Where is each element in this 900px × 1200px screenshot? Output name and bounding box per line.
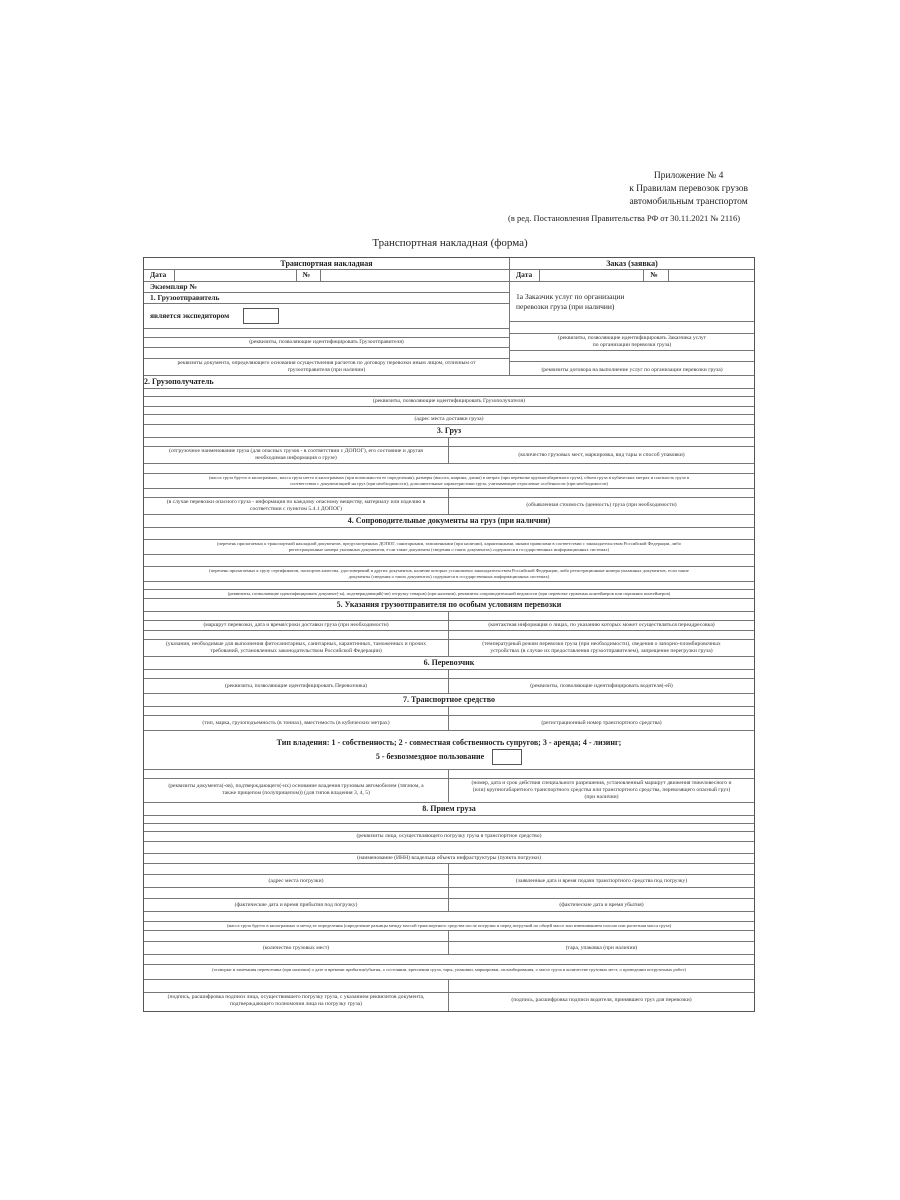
loader-field-2[interactable] xyxy=(144,824,754,832)
declared-value-field[interactable] xyxy=(449,489,754,497)
loader-signature-caption xyxy=(144,993,449,1011)
load-address-fields-row xyxy=(144,864,754,875)
accompanying-docs-caption-2: регистрационные номера указанных документов, если такие документы (сведения о таких документах) содержатся в государственных информационных системах) xyxy=(288,547,610,552)
appendix-header xyxy=(629,170,748,209)
permit-field[interactable] xyxy=(449,770,754,778)
certificates-caption-1: (перечень прилагаемых к грузу сертификатов, паспортов качества, удостоверений и других документов, наличие которых установлено законодательством Российской Федерации, либо регистрационные номера указанных документов, если такие xyxy=(209,568,689,573)
order-date-label: Дата xyxy=(510,270,541,281)
appendix-number: Приложение № 4 xyxy=(653,171,724,181)
certificates-field[interactable] xyxy=(144,555,754,567)
load-address-caption-row xyxy=(144,875,754,888)
tare-caption: (тара, упаковка (при наличии) xyxy=(565,945,638,951)
signature-caption-row xyxy=(144,993,754,1011)
ownership-type-box[interactable] xyxy=(492,749,522,765)
permit-caption-2: (или) крупногабаритного транспортного средства или транспортного средства, перевозящего опасный груз) xyxy=(472,787,731,793)
section-6-title: 6. Перевозчик xyxy=(144,657,754,670)
appendix-transport: автомобильным транспортом xyxy=(629,197,748,207)
vehicle-caption-row xyxy=(144,716,754,731)
ownership-types: Тип владения: 1 - собственность; 2 - совместная собственность супругов; 3 - аренда; 4 - лизинг; xyxy=(276,738,622,747)
payment-doc-caption-1: реквизиты документа, определяющего основания осуществления расчетов по договору перевозки иным лицом, отличным от xyxy=(177,360,476,366)
loader-field[interactable] xyxy=(144,816,754,824)
accompanying-docs-caption xyxy=(144,540,754,555)
certificates-caption xyxy=(144,567,754,582)
ownership-docs-caption-2: также прицепом (полуприцепом)) (для типов владения 3, 4, 5) xyxy=(222,790,370,796)
ownership-docs-field[interactable] xyxy=(144,770,449,778)
load-address-caption: (адрес места погрузки) xyxy=(144,875,449,887)
waybill-heading: Транспортная накладная xyxy=(144,258,510,269)
cargo-name-caption-1: (отгрузочное наименование груза (для опасных грузов - в соответствии с ДОПОГ), его состояние и другая xyxy=(169,448,423,454)
temperature-field[interactable] xyxy=(449,631,754,639)
customer-field[interactable] xyxy=(510,322,754,334)
appendix-rules: к Правилам перевозок грузов xyxy=(629,184,748,194)
forwarder-label: является экспедитором xyxy=(150,311,230,320)
number-field[interactable] xyxy=(321,270,510,281)
package-count-caption: (количество грузовых мест) xyxy=(144,942,449,954)
redirect-contact-field[interactable] xyxy=(449,612,754,620)
cargo-mass-caption-1: (масса груза брутто в килограммах, масса груза нетто в килограммах (при возможности ее определения), размеры (высота, ширина, длина) в метрах (при перевозке крупногабаритного груза), объем груза в кубических метрах и плотность груза в xyxy=(208,475,690,480)
accompanying-docs-caption-1: (перечень прилагаемых к транспортной накладной документов, предусмотренных ДОПОГ, санитарными, таможенными (при наличии), карантинными, иными правилами в соответствии с законодательством Российской Федерации, либо xyxy=(216,541,682,546)
carrier-caption-row xyxy=(144,679,754,694)
instructions-fields-row xyxy=(144,631,754,640)
arrival-plan-caption: (заявленные дата и время подачи транспортного средства под погрузку) xyxy=(515,878,688,884)
shipper-field[interactable] xyxy=(144,329,509,338)
revision-note: (в ред. Постановления Правительства РФ от 30.11.2021 № 2116) xyxy=(508,213,741,223)
delivery-address-field[interactable] xyxy=(144,407,754,415)
customer-block xyxy=(510,282,754,375)
customer-caption-2: по организации перевозки груза) xyxy=(592,342,672,348)
route-caption-row xyxy=(144,621,754,631)
section-7-title: 7. Транспортное средство xyxy=(144,694,754,707)
tare-field[interactable] xyxy=(449,931,754,941)
customer-caption-1: (реквизиты, позволяющие идентифицировать Заказчика услуг xyxy=(558,335,706,341)
order-date-field[interactable] xyxy=(540,270,644,281)
departure-fact-field[interactable] xyxy=(449,888,754,898)
arrival-caption-row xyxy=(144,899,754,912)
ownership-caption-row xyxy=(144,779,754,803)
number-label: № xyxy=(297,270,321,281)
instructions-caption xyxy=(144,640,449,656)
temperature-caption-2: устройствах (в случае их предоставления грузоотправителем), запрещение перегрузки груза) xyxy=(490,648,713,654)
section-5-title: 5. Указания грузоотправителя по особым условиям перевозки xyxy=(144,599,754,612)
forwarder-checkbox[interactable] xyxy=(243,308,279,324)
loader-signature-field[interactable] xyxy=(144,980,449,992)
cargo-mass-field[interactable] xyxy=(144,464,754,474)
temperature-caption xyxy=(449,640,754,656)
regnum-field[interactable] xyxy=(449,707,754,715)
arrival-fact-field[interactable] xyxy=(144,888,449,898)
consignee-caption: (реквизиты, позволяющие идентифицировать Грузополучателя) xyxy=(144,397,754,407)
customer-label-2: перевозки груза (при наличии) xyxy=(516,302,615,311)
ownership-row xyxy=(144,731,754,770)
dangerous-goods-caption-2: соответствии с пунктом 5.4.1 ДОПОГ) xyxy=(250,506,342,512)
packages-caption: (количество грузовых мест, маркировка, вид тары и способ упаковки) xyxy=(518,452,685,458)
dangerous-goods-caption xyxy=(144,498,449,514)
accompanying-docs-field[interactable] xyxy=(144,528,754,540)
cargo-fields-row-1 xyxy=(144,438,754,447)
shipment-docs-caption: (реквизиты, позволяющие идентифицировать документ(-ы), подтверждающий(-ие) отгрузку товаров) (при наличии), реквизиты сопроводительной ведомости (при перевозке груженых контейнеров или порожних контейнеров) xyxy=(144,590,754,599)
infra-owner-caption: (наименование (ИНН) владельца объекта инфраструктуры (пункта погрузки) xyxy=(144,854,754,864)
instructions-field[interactable] xyxy=(144,631,449,639)
regnum-caption: (регистрационный номер транспортного средства) xyxy=(541,720,662,726)
redirect-contact-caption: (контактная информация о лицах, по указанию которых может осуществляться переадресовка) xyxy=(488,622,715,628)
ownership-docs-caption xyxy=(144,779,449,802)
loader-signature-caption-1: (подпись, расшифровка подписи лица, осуществившего погрузку груза, с указанием реквизитов документа, xyxy=(167,994,425,1000)
route-field[interactable] xyxy=(144,612,449,620)
cargo-name-caption-2: необходимая информация о грузе) xyxy=(255,455,337,461)
cargo-name-caption xyxy=(144,447,449,463)
driver-signature-caption: (подпись, расшифровка подписи водителя, принявшего груз для перевозки) xyxy=(511,997,692,1003)
vehicle-caption: (тип, марка, грузоподъемность (в тоннах), вместимость (в кубических метрах) xyxy=(144,716,449,730)
section-3-title: 3. Груз xyxy=(144,425,754,438)
driver-signature-field[interactable] xyxy=(449,980,754,992)
cargo-mass-caption-2: соответствии с документацией на груз (при необходимости), дополнительные характеристики груза, учитывающие отраслевые особенности (при необходимости) xyxy=(290,481,608,486)
dangerous-goods-caption-1: (в случае перевозки опасного груза - информация по каждому опасному веществу, материалу или изделию в xyxy=(166,499,426,505)
customer-heading xyxy=(510,282,754,322)
shipper-caption: (реквизиты, позволяющие идентифицировать Грузоотправителя) xyxy=(144,338,509,348)
contract-field[interactable] xyxy=(510,351,754,362)
arrival-fields-row xyxy=(144,888,754,899)
date-label: Дата xyxy=(144,270,175,281)
cargo-name-field[interactable] xyxy=(144,438,449,446)
customer-label-1: 1а Заказчик услуг по организации xyxy=(516,292,625,301)
loader-caption: (реквизиты лица, осуществляющего погрузку груза в транспортное средство) xyxy=(144,832,754,842)
load-mass-field[interactable] xyxy=(144,912,754,922)
head-row xyxy=(144,258,754,270)
form-title: Транспортная накладная (форма) xyxy=(372,237,528,249)
arrival-plan-field[interactable] xyxy=(449,864,754,874)
order-number-label: № xyxy=(644,270,668,281)
carrier-fields-row xyxy=(144,670,754,679)
declared-value-caption: (объявленная стоимость (ценность) груза (при необходимости) xyxy=(526,502,677,508)
vehicle-fields-row xyxy=(144,707,754,716)
waybill-form xyxy=(143,257,755,1012)
infra-owner-field[interactable] xyxy=(144,842,754,854)
arrival-fact-caption: (фактические дата и время прибытия под погрузку) xyxy=(144,899,449,911)
payment-doc-caption xyxy=(144,359,509,375)
shipper-block xyxy=(144,282,510,375)
temperature-caption-1: (температурный режим перевозки груза (при необходимости), сведения о запорно-пломбировочных xyxy=(482,641,721,647)
cargo-mass-caption xyxy=(144,474,754,489)
instructions-caption-2: требований, установленных законодательством Российской Федерации) xyxy=(210,648,382,654)
date-row xyxy=(144,270,754,282)
certificates-caption-2: документы (сведения о таких документах) содержатся в государственных информационных системах) xyxy=(348,574,550,579)
delivery-address-caption: (адрес места доставки груза) xyxy=(144,415,754,425)
load-address-field[interactable] xyxy=(144,864,449,874)
carrier-caption: (реквизиты, позволяющие идентифицировать Перевозчика) xyxy=(144,679,449,693)
ownership-fields-row xyxy=(144,770,754,779)
payment-doc-caption-2: грузоотправителя (при наличии) xyxy=(287,367,366,373)
cargo-caption-row-2 xyxy=(144,498,754,515)
section-1-block xyxy=(144,282,754,376)
permit-caption-1: (номер, дата и срок действия специального разрешения, установленный маршрут движения тяжеловесного и xyxy=(471,780,732,786)
section-4-title: 4. Сопроводительные документы на груз (при наличии) xyxy=(144,515,754,528)
signature-fields-row xyxy=(144,980,754,993)
driver-caption: (реквизиты, позволяющие идентифицировать водителя(-ей) xyxy=(530,683,673,689)
package-count-field[interactable] xyxy=(144,931,449,941)
carrier-field[interactable] xyxy=(144,670,449,678)
instructions-caption-row xyxy=(144,640,754,657)
carrier-remarks-caption: (оговорки и замечания перевозчика (при наличии) о дате и времени прибытия/убытия, о состоянии, креплении груза, тары, упаковки, маркировки, опломбирования, о массе груза и количестве грузовых мест, о проведении погрузочных работ) xyxy=(144,965,754,980)
carrier-remarks-field[interactable] xyxy=(144,955,754,965)
customer-caption xyxy=(510,334,754,351)
consignee-field[interactable] xyxy=(144,389,754,397)
vehicle-field[interactable] xyxy=(144,707,449,715)
dangerous-goods-field[interactable] xyxy=(144,489,449,497)
ownership-type-5-label: 5 - безвозмездное пользование xyxy=(375,751,485,761)
ownership-docs-caption-1: (реквизиты документа(-ов), подтверждающего(-их) основание владения грузовым автомобилем (тягачом, а xyxy=(168,783,424,789)
instructions-caption-1: (указания, необходимые для выполнения фитосанитарных, санитарных, карантинных, таможенных и прочих xyxy=(165,641,427,647)
driver-field[interactable] xyxy=(449,670,754,678)
order-heading: Заказ (заявка) xyxy=(606,259,658,268)
packages-field[interactable] xyxy=(449,438,754,446)
section-2-title: 2. Грузополучатель xyxy=(144,376,754,389)
permit-caption-3: (при наличии) xyxy=(584,794,619,800)
cargo-caption-row-1 xyxy=(144,447,754,464)
copy-label: Экземпляр № xyxy=(144,282,509,293)
route-caption: (маршрут перевозки, дата и время/сроки доставки груза (при необходимости) xyxy=(144,621,449,630)
payment-doc-field[interactable] xyxy=(144,348,509,359)
load-mass-caption: (масса груза брутто в килограммах и метод ее определения (определение разницы между массой транспортного средства после погрузки и перед погрузкой по общей массе или взвешиванием поосно или расчетная масса груза) xyxy=(144,922,754,931)
order-number-field[interactable] xyxy=(669,270,754,281)
date-field[interactable] xyxy=(175,270,297,281)
contract-caption: (реквизиты договора на выполнение услуг по организации перевозки груза) xyxy=(541,367,723,373)
shipment-docs-field[interactable] xyxy=(144,582,754,590)
loader-signature-caption-2: подтверждающего полномочия лица на погрузку груза) xyxy=(229,1001,363,1007)
section-8-title: 8. Прием груза xyxy=(144,803,754,816)
cargo-fields-row-2 xyxy=(144,489,754,498)
forwarder-row xyxy=(144,304,509,329)
permit-caption xyxy=(449,779,754,802)
section-1-title: 1. Грузоотправитель xyxy=(144,293,509,304)
route-fields-row xyxy=(144,612,754,621)
ownership-type-5 xyxy=(144,749,754,765)
package-count-fields-row xyxy=(144,931,754,942)
departure-fact-caption: (фактические дата и время убытия) xyxy=(559,902,644,908)
package-count-caption-row xyxy=(144,942,754,955)
